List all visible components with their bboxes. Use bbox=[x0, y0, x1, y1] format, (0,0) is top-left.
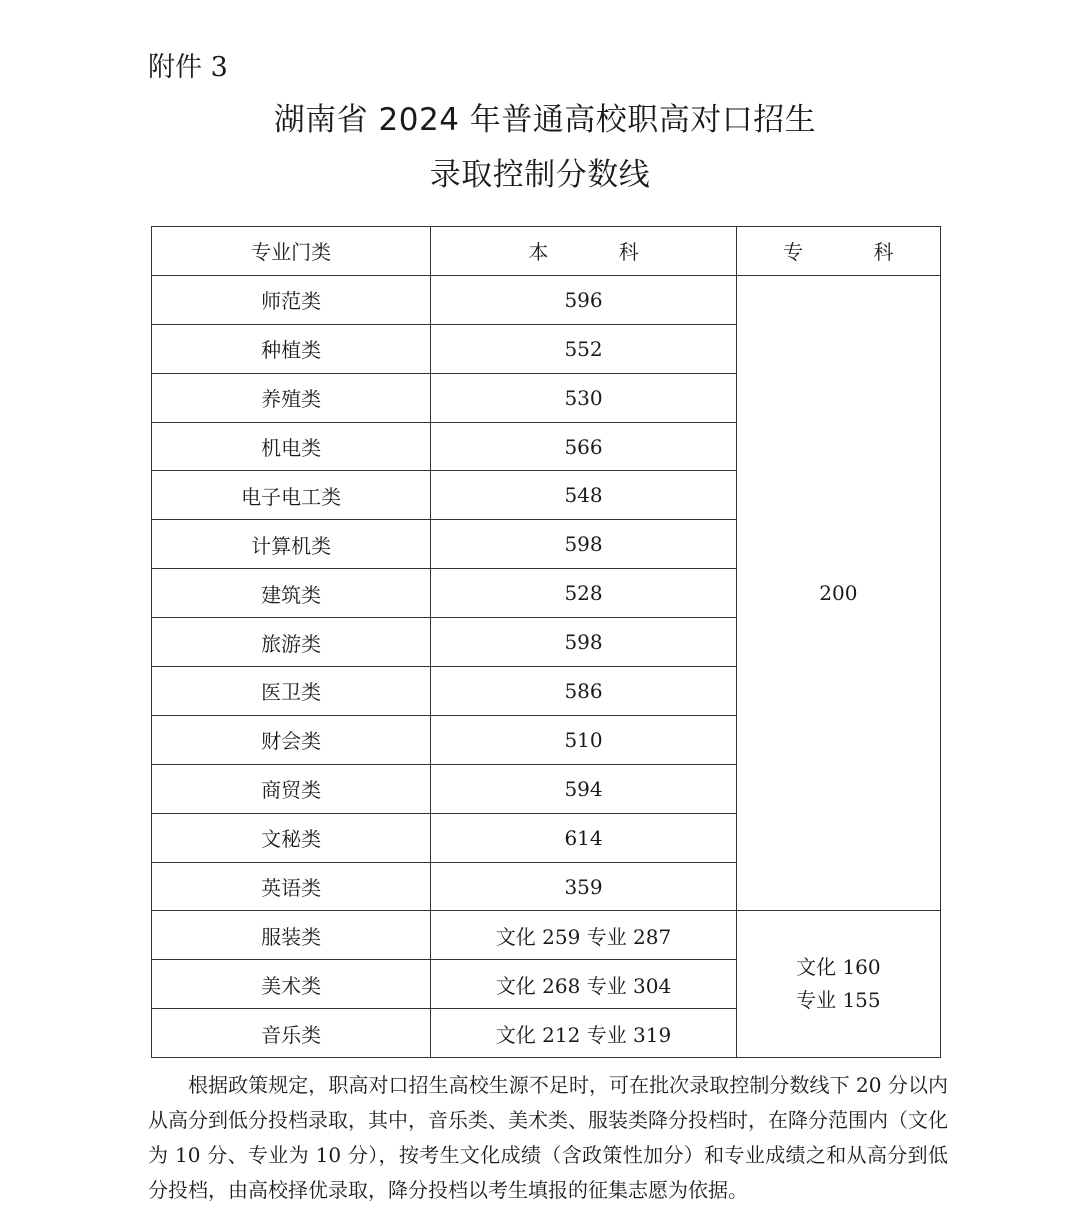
document-title-line2: 录取控制分数线 bbox=[429, 157, 651, 193]
category-cell: 音乐类 bbox=[152, 1009, 431, 1058]
category-cell: 师范类 bbox=[152, 275, 431, 324]
policy-note bbox=[148, 1068, 948, 1208]
category-cell: 英语类 bbox=[152, 862, 431, 911]
undergrad-score-cell: 文化 268 专业 304 bbox=[431, 960, 736, 1009]
undergrad-score-cell: 528 bbox=[431, 569, 736, 618]
score-table bbox=[151, 226, 941, 1058]
category-cell: 财会类 bbox=[152, 715, 431, 764]
undergrad-score-cell: 596 bbox=[431, 275, 736, 324]
category-cell: 医卫类 bbox=[152, 667, 431, 716]
category-cell: 种植类 bbox=[152, 324, 431, 373]
vocational-score-cell: 200 bbox=[736, 275, 940, 911]
category-cell: 电子电工类 bbox=[152, 471, 431, 520]
undergrad-score-cell: 文化 259 专业 287 bbox=[431, 911, 736, 960]
table-row bbox=[152, 911, 941, 960]
undergrad-score-cell: 594 bbox=[431, 764, 736, 813]
table-row bbox=[152, 275, 941, 324]
header-vocational: 专 科 bbox=[736, 227, 940, 276]
undergrad-score-cell: 548 bbox=[431, 471, 736, 520]
category-cell: 机电类 bbox=[152, 422, 431, 471]
table-header-row bbox=[152, 227, 941, 276]
vocational-major-score: 专业 155 bbox=[796, 988, 881, 1013]
category-cell: 服装类 bbox=[152, 911, 431, 960]
undergrad-score-cell: 614 bbox=[431, 813, 736, 862]
category-cell: 旅游类 bbox=[152, 618, 431, 667]
undergrad-score-cell: 598 bbox=[431, 618, 736, 667]
undergrad-score-cell: 598 bbox=[431, 520, 736, 569]
category-cell: 美术类 bbox=[152, 960, 431, 1009]
undergrad-score-cell: 586 bbox=[431, 667, 736, 716]
category-cell: 商贸类 bbox=[152, 764, 431, 813]
category-cell: 计算机类 bbox=[152, 520, 431, 569]
vocational-score-cell-arts bbox=[736, 911, 940, 1058]
attachment-label: 附件 3 bbox=[148, 52, 228, 83]
category-cell: 养殖类 bbox=[152, 373, 431, 422]
undergrad-score-cell: 文化 212 专业 319 bbox=[431, 1009, 736, 1058]
policy-note-text: 根据政策规定，职高对口招生高校生源不足时，可在批次录取控制分数线下 20 分以内从高分到低分投档录取，其中，音乐类、美术类、服装类降分投档时，在降分范围内（文化为 10 分、专业为 10 分），按考生文化成绩（含政策性加分）和专业成绩之和从高分到低分投档，由高校择优录取，降分投档以考生填报的征集志愿为依据。 bbox=[148, 1073, 948, 1202]
vocational-culture-score: 文化 160 bbox=[796, 955, 881, 980]
undergrad-score-cell: 359 bbox=[431, 862, 736, 911]
header-undergrad: 本 科 bbox=[431, 227, 736, 276]
undergrad-score-cell: 552 bbox=[431, 324, 736, 373]
category-cell: 文秘类 bbox=[152, 813, 431, 862]
undergrad-score-cell: 510 bbox=[431, 715, 736, 764]
header-category: 专业门类 bbox=[152, 227, 431, 276]
undergrad-score-cell: 566 bbox=[431, 422, 736, 471]
document-title-line1: 湖南省 2024 年普通高校职高对口招生 bbox=[273, 102, 817, 138]
category-cell: 建筑类 bbox=[152, 569, 431, 618]
undergrad-score-cell: 530 bbox=[431, 373, 736, 422]
